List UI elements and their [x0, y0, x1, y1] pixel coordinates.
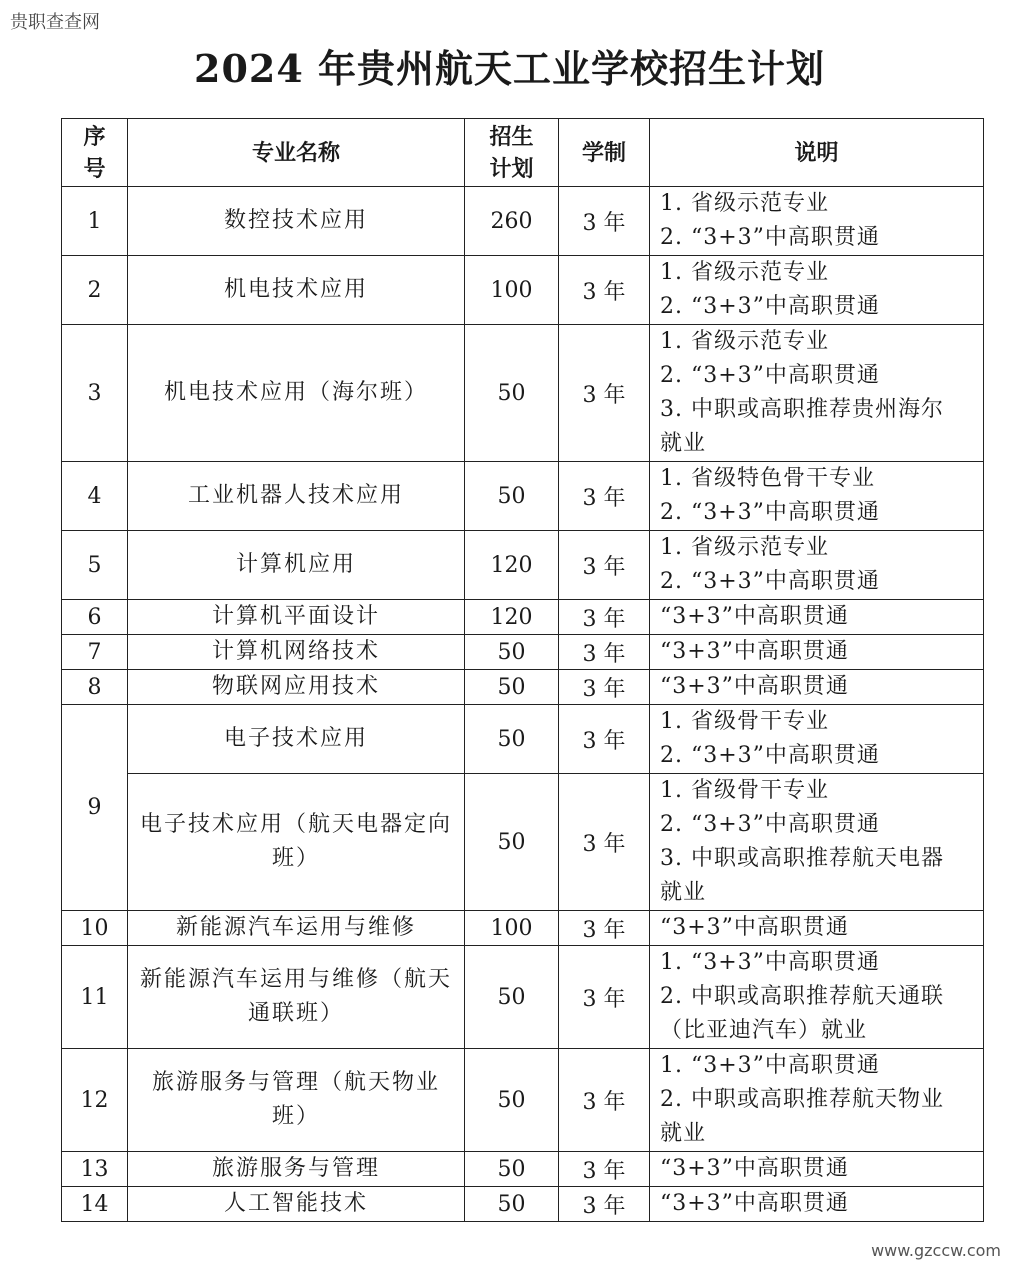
enrollment-plan: 50: [465, 670, 559, 705]
row-index: 8: [62, 670, 128, 705]
program-name: 机电技术应用（海尔班）: [128, 325, 465, 462]
note-line: 3. 中职或高职推荐航天电器: [660, 846, 944, 871]
program-name: 电子技术应用: [128, 705, 465, 774]
row-index: 10: [62, 911, 128, 946]
row-index: 13: [62, 1152, 128, 1187]
program-name: 计算机应用: [128, 531, 465, 600]
program-name: 旅游服务与管理: [128, 1152, 465, 1187]
header-index: 序 号: [62, 119, 128, 187]
row-index: 2: [62, 256, 128, 325]
page-title: 2024 年贵州航天工业学校招生计划: [194, 46, 825, 91]
duration: 3 年: [559, 670, 650, 705]
note-line: 就业: [660, 880, 707, 905]
notes: [650, 1187, 984, 1222]
duration: 3 年: [559, 531, 650, 600]
enrollment-plan: 120: [465, 531, 559, 600]
program-name: 数控技术应用: [128, 187, 465, 256]
note-line: 1. 省级骨干专业: [660, 778, 829, 803]
header-row: [62, 119, 984, 187]
program-name: 工业机器人技术应用: [128, 462, 465, 531]
table-row: [62, 600, 984, 635]
row-index: 6: [62, 600, 128, 635]
program-name: 旅游服务与管理（航天物业班）: [128, 1049, 465, 1152]
enrollment-plan: 100: [465, 256, 559, 325]
note-line: 2. “3+3”中高职贯通: [660, 500, 880, 525]
note-line: 就业: [660, 1121, 707, 1146]
duration: 3 年: [559, 705, 650, 774]
table-row: [62, 462, 984, 531]
enrollment-plan: 50: [465, 1152, 559, 1187]
table-row: [62, 670, 984, 705]
note-line: 1. 省级示范专业: [660, 260, 829, 285]
duration: 3 年: [559, 1049, 650, 1152]
duration: 3 年: [559, 1152, 650, 1187]
header-name: 专业名称: [128, 119, 465, 187]
notes: [650, 531, 984, 600]
table-row: [62, 911, 984, 946]
note-line: 就业: [660, 431, 707, 456]
notes: [650, 600, 984, 635]
enrollment-plan: 50: [465, 635, 559, 670]
program-name: 电子技术应用（航天电器定向班）: [128, 774, 465, 911]
notes: [650, 635, 984, 670]
enrollment-plan: 50: [465, 1187, 559, 1222]
duration: 3 年: [559, 187, 650, 256]
header-notes: 说明: [650, 119, 984, 187]
notes: [650, 1152, 984, 1187]
enrollment-plan: 50: [465, 325, 559, 462]
enrollment-plan: 120: [465, 600, 559, 635]
duration: 3 年: [559, 462, 650, 531]
notes: [650, 1049, 984, 1152]
header-plan: 招生 计划: [465, 119, 559, 187]
header-duration: 学制: [559, 119, 650, 187]
note-line: “3+3”中高职贯通: [660, 915, 849, 940]
program-name: 计算机网络技术: [128, 635, 465, 670]
notes: [650, 670, 984, 705]
program-name: 物联网应用技术: [128, 670, 465, 705]
duration: 3 年: [559, 600, 650, 635]
notes: [650, 325, 984, 462]
row-index: 5: [62, 531, 128, 600]
note-line: 2. “3+3”中高职贯通: [660, 812, 880, 837]
table-row: [62, 1187, 984, 1222]
duration: 3 年: [559, 256, 650, 325]
enrollment-plan: 260: [465, 187, 559, 256]
note-line: 1. 省级示范专业: [660, 191, 829, 216]
notes: [650, 774, 984, 911]
table-row: [62, 774, 984, 911]
table-row: [62, 256, 984, 325]
enrollment-plan: 100: [465, 911, 559, 946]
table-row: [62, 1049, 984, 1152]
notes: [650, 911, 984, 946]
row-index: 14: [62, 1187, 128, 1222]
note-line: “3+3”中高职贯通: [660, 1191, 849, 1216]
notes: [650, 256, 984, 325]
enrollment-plan: 50: [465, 462, 559, 531]
program-name: 人工智能技术: [128, 1187, 465, 1222]
program-name: 机电技术应用: [128, 256, 465, 325]
row-index: 1: [62, 187, 128, 256]
note-line: 1. 省级示范专业: [660, 535, 829, 560]
enrollment-plan: 50: [465, 1049, 559, 1152]
note-line: 2. “3+3”中高职贯通: [660, 225, 880, 250]
watermark-top: 贵职查查网: [10, 12, 100, 33]
duration: 3 年: [559, 911, 650, 946]
note-line: 2. 中职或高职推荐航天物业: [660, 1087, 944, 1112]
note-line: 1. “3+3”中高职贯通: [660, 950, 880, 975]
note-line: “3+3”中高职贯通: [660, 674, 849, 699]
table-row: [62, 531, 984, 600]
note-line: 2. “3+3”中高职贯通: [660, 569, 880, 594]
table-row: [62, 325, 984, 462]
table-row: [62, 705, 984, 774]
program-name: 计算机平面设计: [128, 600, 465, 635]
row-index: 4: [62, 462, 128, 531]
row-index: 3: [62, 325, 128, 462]
note-line: “3+3”中高职贯通: [660, 639, 849, 664]
note-line: 2. “3+3”中高职贯通: [660, 743, 880, 768]
notes: [650, 705, 984, 774]
notes: [650, 462, 984, 531]
note-line: 2. “3+3”中高职贯通: [660, 294, 880, 319]
duration: 3 年: [559, 1187, 650, 1222]
table-row: [62, 946, 984, 1049]
program-name: 新能源汽车运用与维修: [128, 911, 465, 946]
duration: 3 年: [559, 946, 650, 1049]
enrollment-table: [61, 118, 984, 1222]
enrollment-plan: 50: [465, 705, 559, 774]
row-index: 7: [62, 635, 128, 670]
row-index: 11: [62, 946, 128, 1049]
duration: 3 年: [559, 635, 650, 670]
note-line: 3. 中职或高职推荐贵州海尔: [660, 397, 944, 422]
note-line: 2. 中职或高职推荐航天通联: [660, 984, 944, 1009]
note-line: 2. “3+3”中高职贯通: [660, 363, 880, 388]
note-line: 1. 省级特色骨干专业: [660, 466, 875, 491]
note-line: “3+3”中高职贯通: [660, 604, 849, 629]
duration: 3 年: [559, 774, 650, 911]
watermark-bottom: www.gzccw.com: [871, 1241, 1001, 1260]
note-line: 1. 省级骨干专业: [660, 709, 829, 734]
row-index: 12: [62, 1049, 128, 1152]
row-index: 9: [62, 705, 128, 911]
duration: 3 年: [559, 325, 650, 462]
note-line: “3+3”中高职贯通: [660, 1156, 849, 1181]
table-row: [62, 1152, 984, 1187]
note-line: 1. “3+3”中高职贯通: [660, 1053, 880, 1078]
program-name: 新能源汽车运用与维修（航天通联班）: [128, 946, 465, 1049]
enrollment-plan: 50: [465, 774, 559, 911]
enrollment-plan: 50: [465, 946, 559, 1049]
note-line: （比亚迪汽车）就业: [660, 1018, 868, 1043]
table-row: [62, 187, 984, 256]
notes: [650, 187, 984, 256]
table-row: [62, 635, 984, 670]
note-line: 1. 省级示范专业: [660, 329, 829, 354]
notes: [650, 946, 984, 1049]
